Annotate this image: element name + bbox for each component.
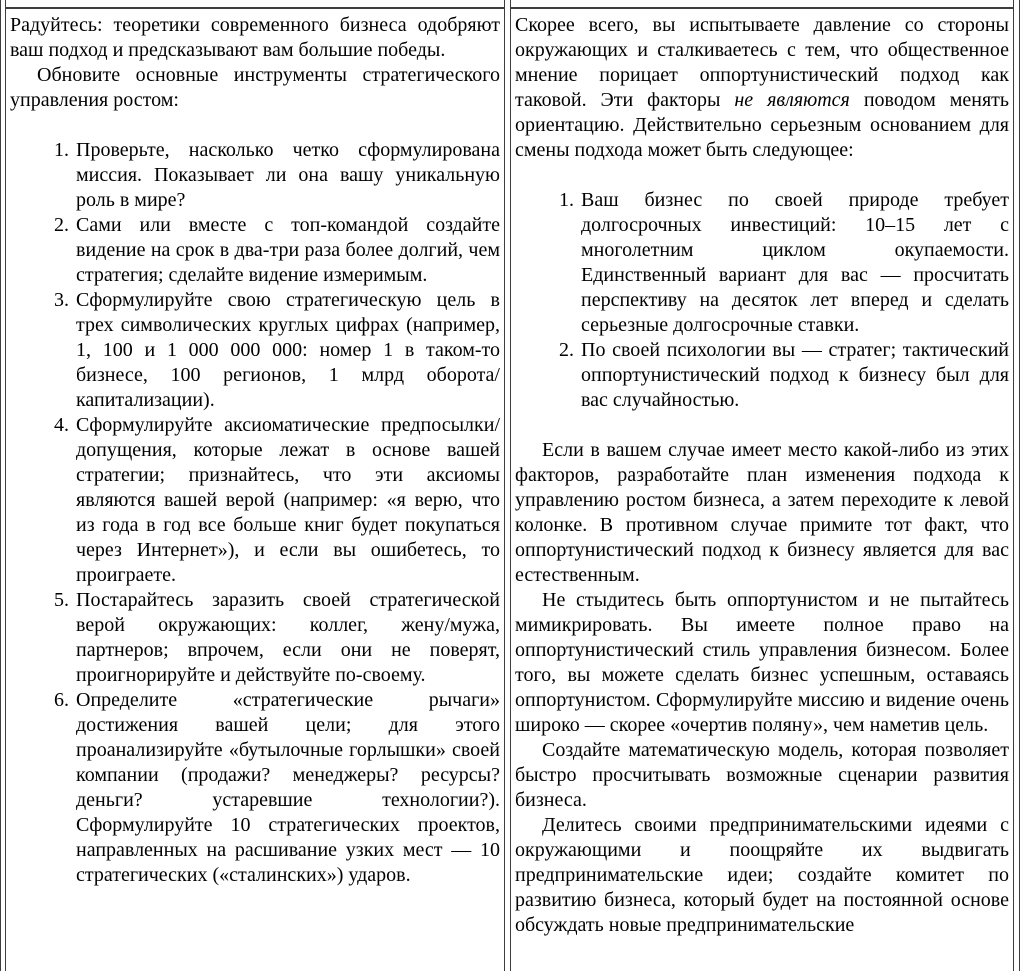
text-run: поводом менять ориентацию. Действительно серьезным основанием для смены подхода может быть следующее: (515, 89, 1009, 161)
right-column-cell (510, 8, 1014, 971)
previous-row-right-cell (510, 0, 1014, 8)
text-run: Скорее всего, вы испытываете давление со стороны окружающих и сталкиваетесь с тем, что общественное мнение порицает оппортунистический подход как таковой. Эти факторы (515, 14, 1009, 111)
right-model-paragraph: Создайте математическую модель, которая позволяет быстро просчитывать возможные сценарии развития бизнеса. (515, 739, 1009, 811)
previous-row-remnant (0, 0, 1020, 8)
list-item: 1. Ваш бизнес по своей природе требует долгосрочных инвестиций: 10–15 лет с многолетним циклом окупаемости. Единственный вариант для вас — просчитать перспективу на десяток лет вперед и сделать серьезные долгосрочные ставки. (579, 188, 1009, 338)
left-intro-paragraph: Радуйтесь: теоретики современного бизнеса одобряют ваш подход и предсказывают вам большие победы. (10, 14, 500, 61)
list-item: 4. Сформулируйте аксиоматические предпосылки/допущения, которые лежат в основе вашей стратегии; признайтесь, что эти аксиомы являются вашей верой (например: «я верю, что из года в год все больше книг будет покупаться через Интернет»), и если вы ошибетесь, то проиграете. (74, 413, 500, 588)
left-update-paragraph: Обновите основные инструменты стратегического управления ростом: (10, 64, 500, 111)
list-item: 3. Сформулируйте свою стратегическую цель в трех символических круглых цифрах (например, 1, 100 и 1 000 000 000: номер 1 в таком-то бизнесе, 100 регионов, 1 млрд оборота/капитализации). (74, 288, 500, 413)
list-item: 2. Сами или вместе с топ-командой создайте видение на срок в два-три раза более долгий, чем стратегия; сделайте видение измеримым. (74, 213, 500, 288)
italic-emphasis: не являются (734, 89, 850, 111)
list-item: 6. Определите «стратегические рычаги» достижения вашей цели; для этого проанализируйте «бутылочные горлышки» своей компании (продажи? менеджеры? ресурсы? деньги? устаревшие технологии?). Сформулируйте 10 стратегических проектов, направленных на расшивание узких мест — 10 стратегических («сталинских») ударов. (74, 688, 500, 888)
list-item: 1. Проверьте, насколько четко сформулирована миссия. Показывает ли она вашу уникальную роль в мире? (74, 138, 500, 213)
previous-row-left-cell (5, 0, 505, 8)
right-if-factors-paragraph: Если в вашем случае имеет место какой-либо из этих факторов, разработайте план изменения подхода к управлению ростом бизнеса, а затем переходите к левой колонке. В противном случае примите тот факт, что оппортунистический подход к бизнесу является для вас естественным. (515, 439, 1009, 586)
left-column-cell (5, 8, 505, 971)
left-ordered-list (10, 138, 500, 888)
right-share-paragraph: Делитесь своими предпринимательскими идеями с окружающими и поощряйте их выдвигать предпринимательские идеи; создайте комитет по развитию бизнеса, который будет на постоянной основе обсуждать новые предпринимательские (515, 814, 1009, 936)
right-pressure-paragraph (515, 13, 1009, 163)
right-no-shame-paragraph: Не стыдитесь быть оппортунистом и не пытайтесь мимикрировать. Вы имеете полное право на оппортунистический стиль управления бизнесом. Более того, вы можете сделать бизнес успешным, оставаясь оппортунистом. Сформулируйте миссию и видение очень широко — скорее «очертив поляну», чем наметив цель. (515, 589, 1009, 736)
table-row (0, 8, 1020, 971)
list-item: 5. Постарайтесь заразить своей стратегической верой окружающих: коллег, жену/мужа, партнеров; впрочем, если они не поверят, проигнорируйте и действуйте по-своему. (74, 588, 500, 688)
list-item: 2. По своей психологии вы — стратег; тактический оппортунистический подход к бизнесу был для вас случайностью. (579, 338, 1009, 413)
right-ordered-list (515, 188, 1009, 413)
